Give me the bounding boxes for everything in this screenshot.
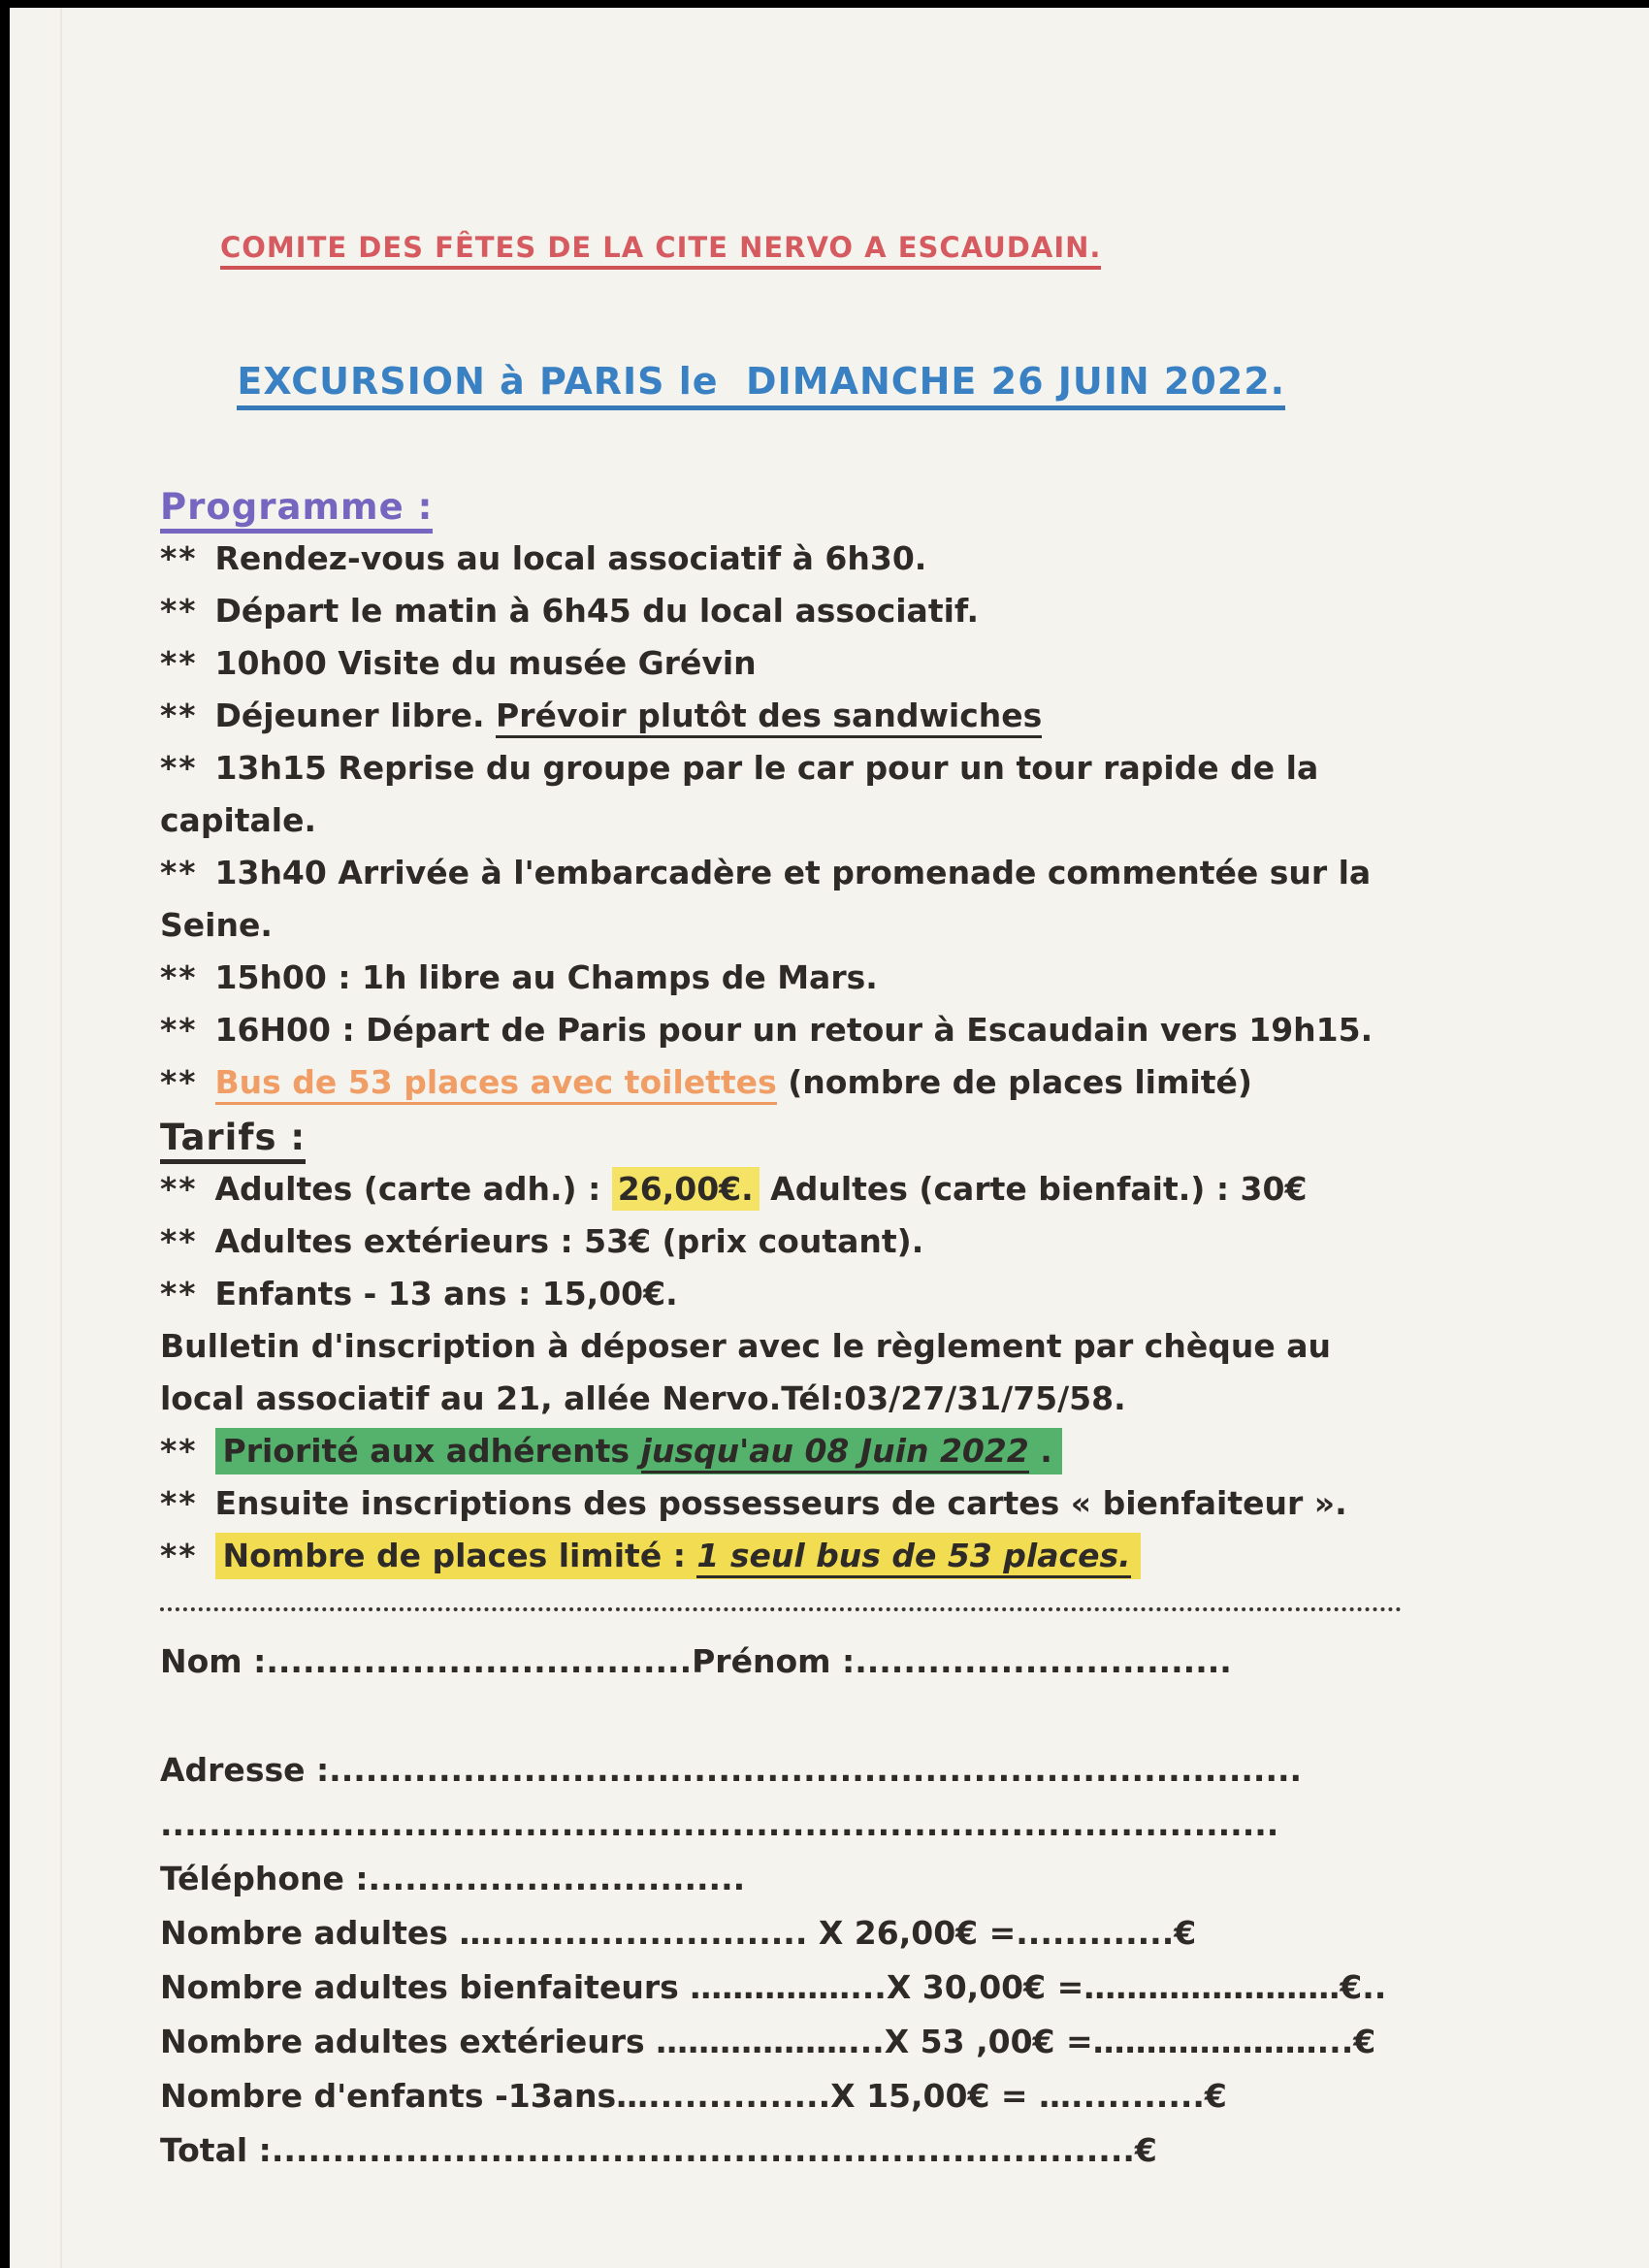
tarifs-heading-text: Tarifs : <box>160 1117 306 1164</box>
text-line: ** Bus de 53 places avec toilettes (nombre de places limité) <box>160 1056 1411 1109</box>
programme-heading <box>160 482 1411 533</box>
text-line: ** Adultes (carte adh.) : 26,00€. Adultes (carte bienfait.) : 30€ <box>160 1163 1411 1215</box>
text-line: ** Départ le matin à 6h45 du local associatif. <box>160 592 980 630</box>
separator-dotted <box>160 1607 1402 1611</box>
form-line: Nombre adultes bienfaiteurs ……………...X 30,00€ =……………………€.. <box>160 1968 1387 2006</box>
page-title <box>160 226 1411 269</box>
page-fold-line <box>60 8 62 2268</box>
form-line: Nombre d'enfants -13ans…...............X 15,00€ = …...........€ <box>160 2077 1227 2115</box>
text-line: ** 16H00 : Départ de Paris pour un retour à Escaudain vers 19h15. <box>160 1011 1374 1049</box>
highlight-green: Priorité aux adhérents jusqu'au 08 Juin 2022 . <box>215 1428 1062 1474</box>
form-line: Adresse :................................................................................ <box>160 1751 1303 1789</box>
page-title-text: COMITE DES FÊTES DE LA CITE NERVO A ESCAUDAIN. <box>220 231 1101 270</box>
programme-list <box>160 533 1411 1109</box>
tarifs-heading <box>160 1113 1411 1163</box>
text-line: ** Adultes extérieurs : 53€ (prix coutant). <box>160 1222 924 1260</box>
text-line: ** 13h15 Reprise du groupe par le car pour un tour rapide de la capitale. <box>160 749 1319 839</box>
form-line: Téléphone :............................... <box>160 1860 746 1897</box>
text-line: ** 10h00 Visite du musée Grévin <box>160 644 757 682</box>
form-line: Total :.......................................................................€ <box>160 2131 1157 2169</box>
registration-form <box>160 1635 1411 2178</box>
highlight-yellow: Nombre de places limité : 1 seul bus de 53 places. <box>215 1533 1141 1579</box>
text-line: Bulletin d'inscription à déposer avec le règlement par chèque au local associatif au 21, allée Nervo.Tél:03/27/31/75/58. <box>160 1327 1331 1417</box>
text-line: ** 15h00 : 1h libre au Champs de Mars. <box>160 958 878 996</box>
document-page <box>10 8 1649 2268</box>
flyer-content <box>160 8 1411 2178</box>
text-line: ** Déjeuner libre. Prévoir plutôt des sandwiches <box>160 690 1411 742</box>
form-line: Nombre adultes ….......................... X 26,00€ =.............€ <box>160 1914 1197 1952</box>
form-line: ............................................................................................ <box>160 1805 1279 1843</box>
text-line: ** Priorité aux adhérents jusqu'au 08 Juin 2022 . <box>160 1425 1411 1477</box>
text-line: ** 13h40 Arrivée à l'embarcadère et promenade commentée sur la Seine. <box>160 854 1372 944</box>
form-line: Nom :...................................Prénom :............................... <box>160 1642 1232 1680</box>
text-line: ** Nombre de places limité : 1 seul bus de 53 places. <box>160 1530 1411 1582</box>
excursion-heading-text: EXCURSION à PARIS le DIMANCHE 26 JUIN 2022. <box>237 360 1285 410</box>
text-line: ** Enfants - 13 ans : 15,00€. <box>160 1275 678 1312</box>
excursion-heading <box>160 306 1411 457</box>
programme-heading-text: Programme : <box>160 486 433 534</box>
text-line: ** Ensuite inscriptions des possesseurs de cartes « bienfaiteur ». <box>160 1484 1347 1522</box>
tarifs-list <box>160 1163 1411 1582</box>
form-line: Nombre adultes extérieurs ………………...X 53 ,00€ =…………………...€ <box>160 2023 1376 2060</box>
text-line: ** Rendez-vous au local associatif à 6h30. <box>160 539 927 577</box>
